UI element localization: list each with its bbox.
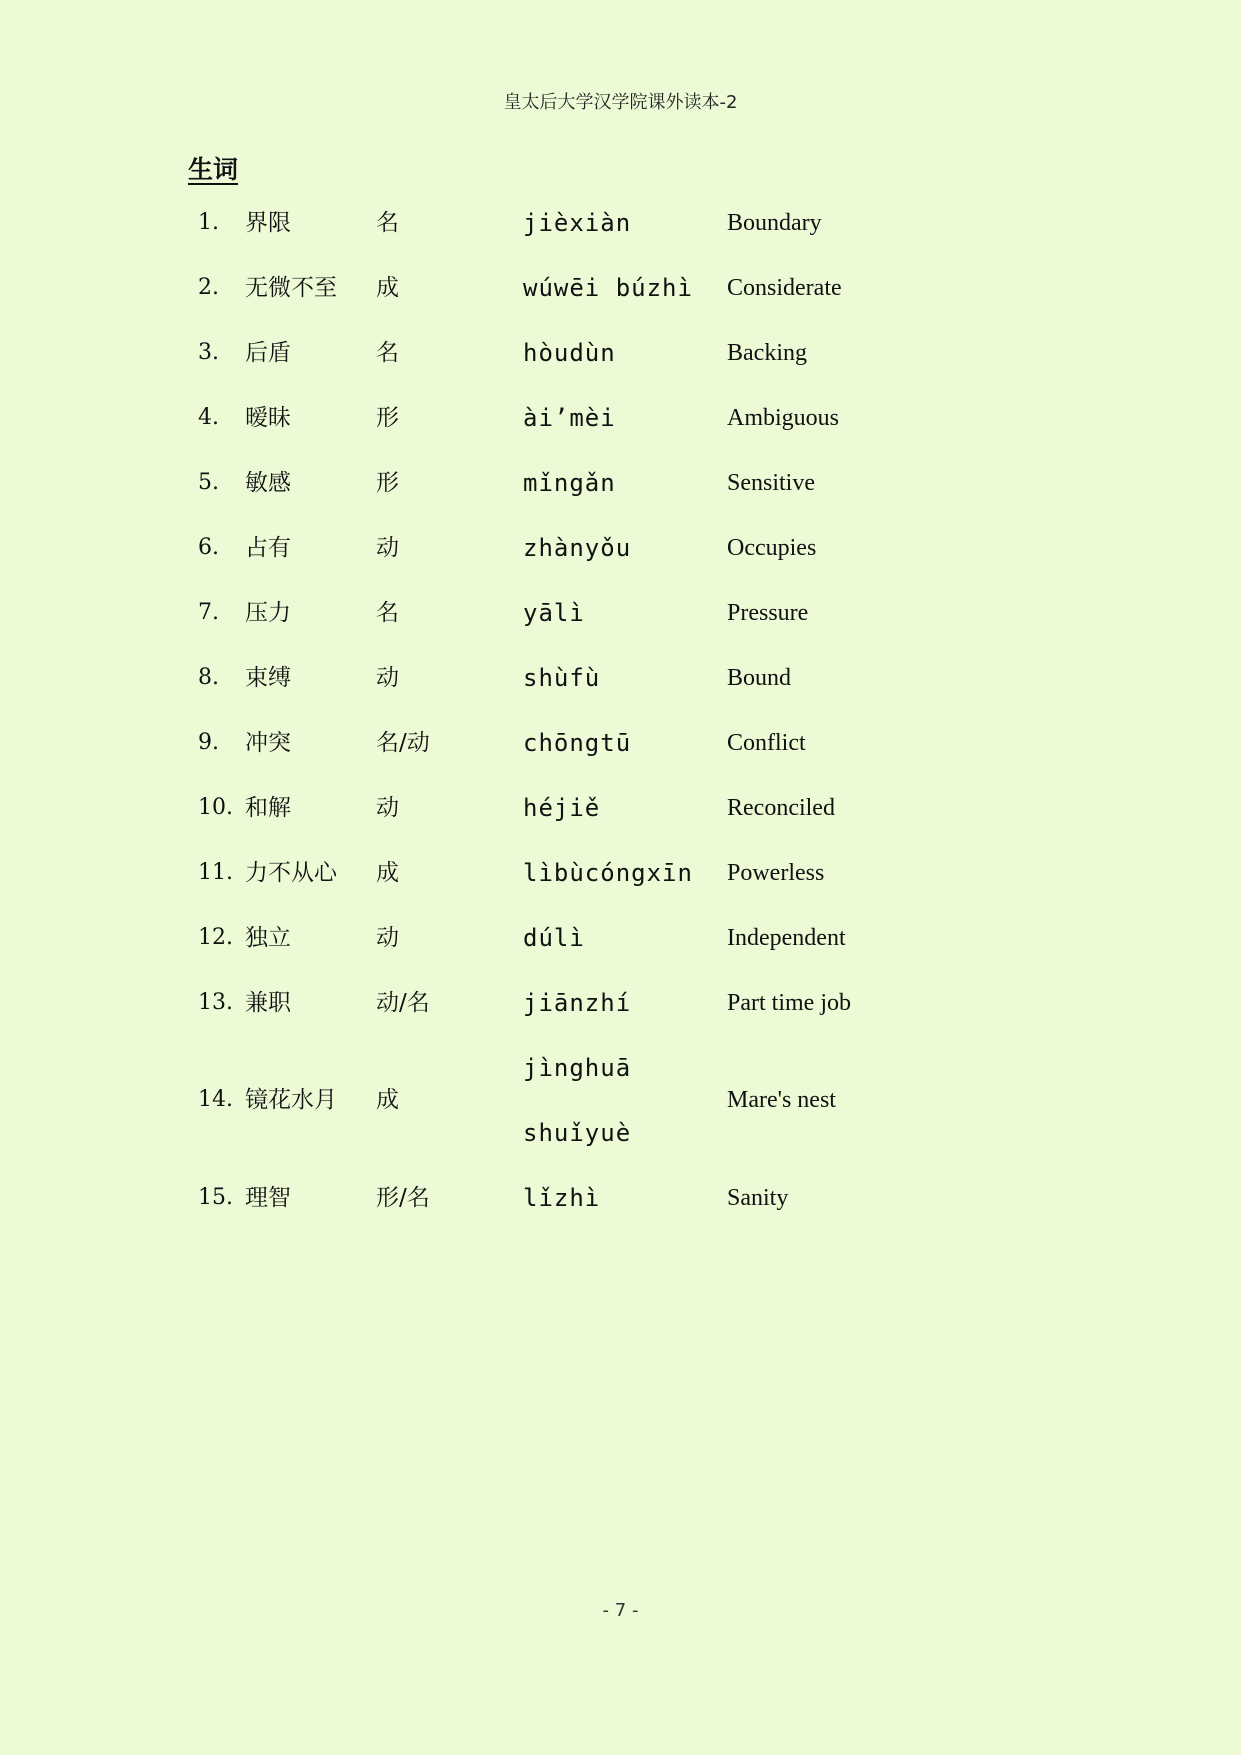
vocab-part-of-speech: 动 [376, 665, 399, 691]
vocab-pinyin: mǐngǎn [523, 469, 616, 497]
vocab-row [0, 261, 1241, 326]
vocab-word: 无微不至 [245, 275, 337, 301]
vocab-part-of-speech: 成 [376, 1087, 399, 1113]
vocab-meaning: Sensitive [727, 470, 815, 496]
vocab-part-of-speech: 成 [376, 275, 399, 301]
vocab-number: 14. [198, 1087, 233, 1112]
vocab-number: 6. [198, 535, 219, 560]
vocab-row [0, 196, 1241, 261]
vocab-row [0, 326, 1241, 391]
vocab-word: 敏感 [245, 470, 291, 496]
vocab-meaning: Boundary [727, 210, 822, 236]
vocab-word: 力不从心 [245, 860, 337, 886]
vocab-number: 8. [198, 665, 219, 690]
vocabulary-list [0, 196, 1241, 1236]
vocab-row [0, 391, 1241, 456]
vocab-part-of-speech: 名/动 [376, 730, 430, 756]
vocab-meaning: Considerate [727, 275, 842, 301]
vocab-meaning: Pressure [727, 600, 809, 626]
vocab-part-of-speech: 名 [376, 600, 399, 626]
vocab-meaning: Ambiguous [727, 405, 840, 431]
vocab-pinyin: yālì [523, 599, 585, 627]
vocab-pinyin: wúwēi búzhì [523, 274, 693, 302]
vocab-word: 后盾 [245, 340, 291, 366]
running-header: 皇太后大学汉学院课外读本-2 [503, 92, 738, 113]
vocab-row [0, 781, 1241, 846]
vocab-word: 界限 [245, 210, 291, 236]
vocab-pinyin: jièxiàn [523, 209, 632, 237]
vocab-part-of-speech: 动/名 [376, 990, 430, 1016]
section-title: 生词 [188, 155, 239, 184]
vocab-number: 5. [198, 470, 219, 495]
vocab-row [0, 586, 1241, 651]
vocab-row [0, 651, 1241, 716]
vocab-meaning: Mare's nest [727, 1087, 836, 1113]
vocab-part-of-speech: 名 [376, 340, 399, 366]
vocab-row [0, 1041, 1241, 1171]
vocab-pinyin: shùfù [523, 664, 601, 692]
vocab-word: 镜花水月 [245, 1087, 337, 1113]
vocab-word: 理智 [245, 1185, 291, 1211]
vocab-pinyin: héjiě [523, 794, 601, 822]
vocab-row [0, 1171, 1241, 1236]
vocab-part-of-speech: 成 [376, 860, 399, 886]
vocab-part-of-speech: 动 [376, 925, 399, 951]
vocab-word: 压力 [245, 600, 291, 626]
vocab-meaning: Sanity [727, 1185, 789, 1211]
vocab-pinyin: jiānzhí [523, 989, 632, 1017]
vocab-part-of-speech: 形 [376, 405, 399, 431]
vocab-pinyin: dúlì [523, 924, 585, 952]
vocab-word: 独立 [245, 925, 291, 951]
vocab-pinyin: jìnghuā [523, 1054, 632, 1082]
vocab-row [0, 846, 1241, 911]
vocab-pinyin: chōngtū [523, 729, 632, 757]
vocab-meaning: Occupies [727, 535, 817, 561]
vocab-row [0, 976, 1241, 1041]
vocab-part-of-speech: 动 [376, 535, 399, 561]
vocab-word: 束缚 [245, 665, 291, 691]
vocab-pinyin: lǐzhì [523, 1184, 601, 1212]
vocab-number: 11. [198, 860, 233, 885]
vocab-meaning: Powerless [727, 860, 825, 886]
vocab-word: 暧昧 [245, 405, 291, 431]
vocab-word: 和解 [245, 795, 291, 821]
vocab-part-of-speech: 形 [376, 470, 399, 496]
vocab-number: 1. [198, 210, 219, 235]
vocab-number: 9. [198, 730, 219, 755]
vocab-pinyin-continued: shuǐyuè [523, 1119, 632, 1147]
vocab-number: 4. [198, 405, 219, 430]
vocab-pinyin: ài’mèi [523, 404, 616, 432]
vocab-number: 12. [198, 925, 233, 950]
vocab-meaning: Backing [727, 340, 807, 366]
vocab-pinyin: zhànyǒu [523, 534, 632, 562]
vocab-row [0, 716, 1241, 781]
vocab-meaning: Part time job [727, 990, 851, 1016]
vocab-number: 2. [198, 275, 219, 300]
vocab-meaning: Independent [727, 925, 846, 951]
vocab-row [0, 911, 1241, 976]
vocab-word: 兼职 [245, 990, 291, 1016]
vocab-pinyin: lìbùcóngxīn [523, 859, 693, 887]
vocab-row [0, 521, 1241, 586]
vocab-number: 15. [198, 1185, 233, 1210]
vocab-number: 7. [198, 600, 219, 625]
vocab-pinyin: hòudùn [523, 339, 616, 367]
vocab-word: 占有 [245, 535, 291, 561]
vocab-number: 3. [198, 340, 219, 365]
vocab-part-of-speech: 动 [376, 795, 399, 821]
vocab-part-of-speech: 名 [376, 210, 399, 236]
vocab-word: 冲突 [245, 730, 291, 756]
vocab-row [0, 456, 1241, 521]
vocab-meaning: Bound [727, 665, 792, 691]
vocab-number: 13. [198, 990, 233, 1015]
vocab-meaning: Conflict [727, 730, 806, 756]
vocab-part-of-speech: 形/名 [376, 1185, 430, 1211]
vocab-meaning: Reconciled [727, 795, 835, 821]
page-number: - 7 - [602, 1600, 639, 1621]
vocab-number: 10. [198, 795, 233, 820]
